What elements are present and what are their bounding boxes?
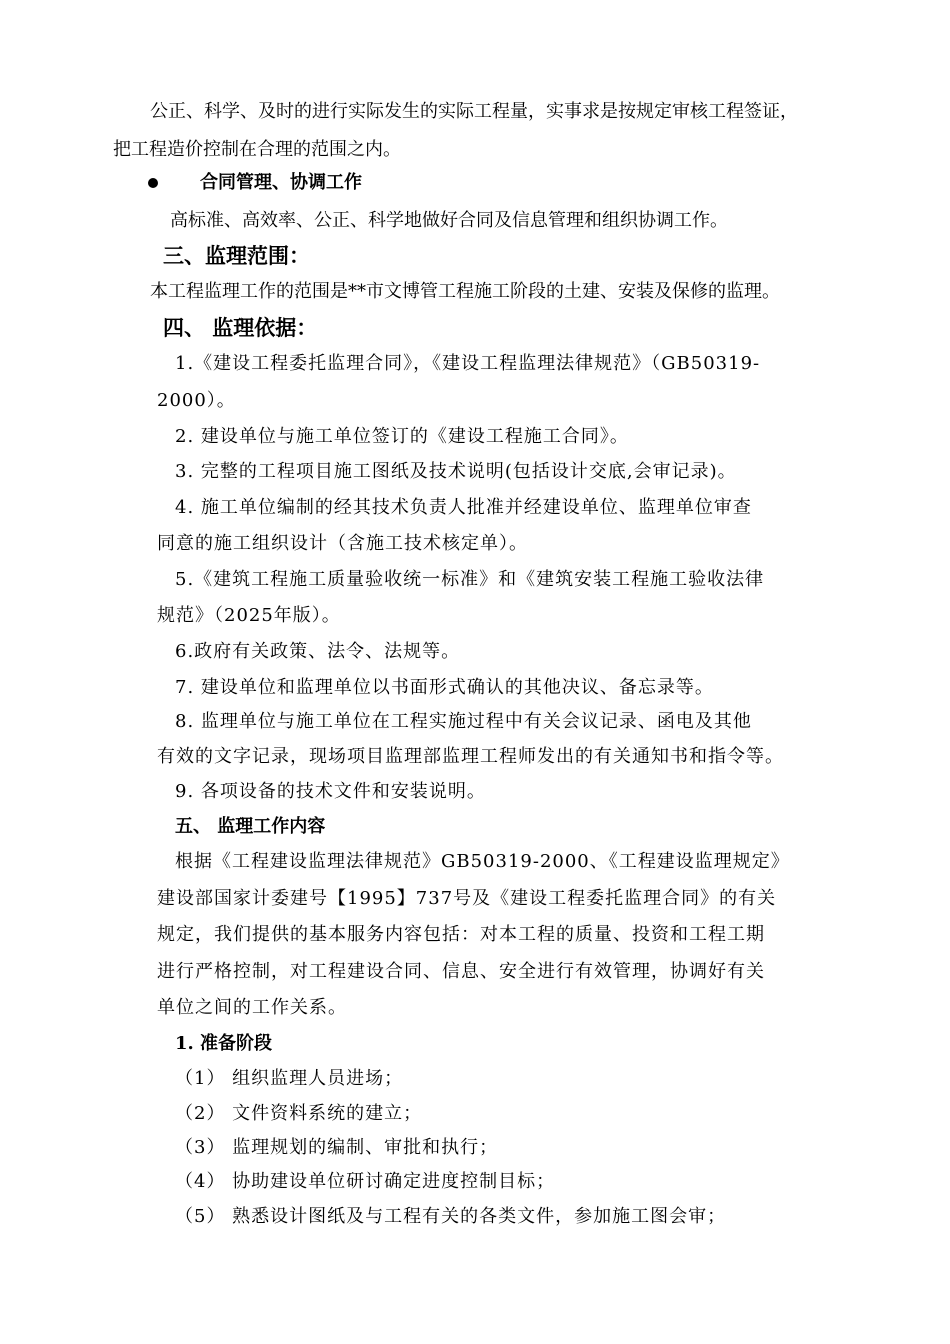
section-heading: 四、 监理依据： [163,315,318,340]
list-item: （1） 组织监理人员进场； [175,1068,404,1089]
list-item: 5.《建筑工程施工质量验收统一标准》和《建筑安装工程施工验收法律 [175,569,765,590]
list-item: 2000）。 [157,390,236,411]
list-item: 规范》（2025年版）。 [157,605,341,626]
paragraph-line: 把工程造价控制在合理的范围之内。 [113,139,401,160]
paragraph-line: 单位之间的工作关系。 [157,997,347,1018]
bullet-icon [148,178,158,188]
list-item: 7. 建设单位和监理单位以书面形式确认的其他决议、备忘录等。 [175,677,714,698]
paragraph-line: 根据《工程建设监理法律规范》GB50319-2000、《工程建设监理规定》 [175,851,790,872]
list-item: （5） 熟悉设计图纸及与工程有关的各类文件，参加施工图会审； [175,1206,727,1227]
list-item: （4） 协助建设单位研讨确定进度控制目标； [175,1171,556,1192]
paragraph-line: 建设部国家计委建号【1995】737号及《建设工程委托监理合同》的有关 [157,888,777,909]
section-heading: 五、 监理工作内容 [175,816,326,837]
list-item: 2. 建设单位与施工单位签订的《建设工程施工合同》。 [175,426,629,447]
list-item: （3） 监理规划的编制、审批和执行； [175,1137,499,1158]
paragraph-line: 进行严格控制，对工程建设合同、信息、安全进行有效管理，协调好有关 [157,961,765,982]
list-item: 8. 监理单位与施工单位在工程实施过程中有关会议记录、函电及其他 [175,711,752,732]
paragraph-line: 公正、科学、及时的进行实际发生的实际工程量，实事求是按规定审核工程签证， [150,101,798,122]
list-item: （2） 文件资料系统的建立； [175,1103,423,1124]
list-item: 9. 各项设备的技术文件和安装说明。 [175,781,486,802]
subsection-heading: 1. 准备阶段 [175,1033,273,1054]
list-item: 4. 施工单位编制的经其技术负责人批准并经建设单位、监理单位审查 [175,497,752,518]
list-item: 3. 完整的工程项目施工图纸及技术说明(包括设计交底,会审记录)。 [175,461,737,482]
list-item: 同意的施工组织设计（含施工技术核定单）。 [157,533,528,554]
paragraph-line: 本工程监理工作的范围是**市文博管工程施工阶段的土建、安装及保修的监理。 [150,281,780,302]
bullet-heading: 合同管理、协调工作 [200,172,362,193]
list-item: 1.《建设工程委托监理合同》，《建设工程监理法律规范》（GB50319- [175,353,761,374]
paragraph-line: 高标准、高效率、公正、科学地做好合同及信息管理和组织协调工作。 [170,210,728,231]
list-item: 6.政府有关政策、法令、法规等。 [175,641,461,662]
paragraph-line: 规定，我们提供的基本服务内容包括：对本工程的质量、投资和工程工期 [157,924,765,945]
list-item: 有效的文字记录，现场项目监理部监理工程师发出的有关通知书和指令等。 [157,746,784,767]
section-heading: 三、监理范围： [163,243,310,268]
